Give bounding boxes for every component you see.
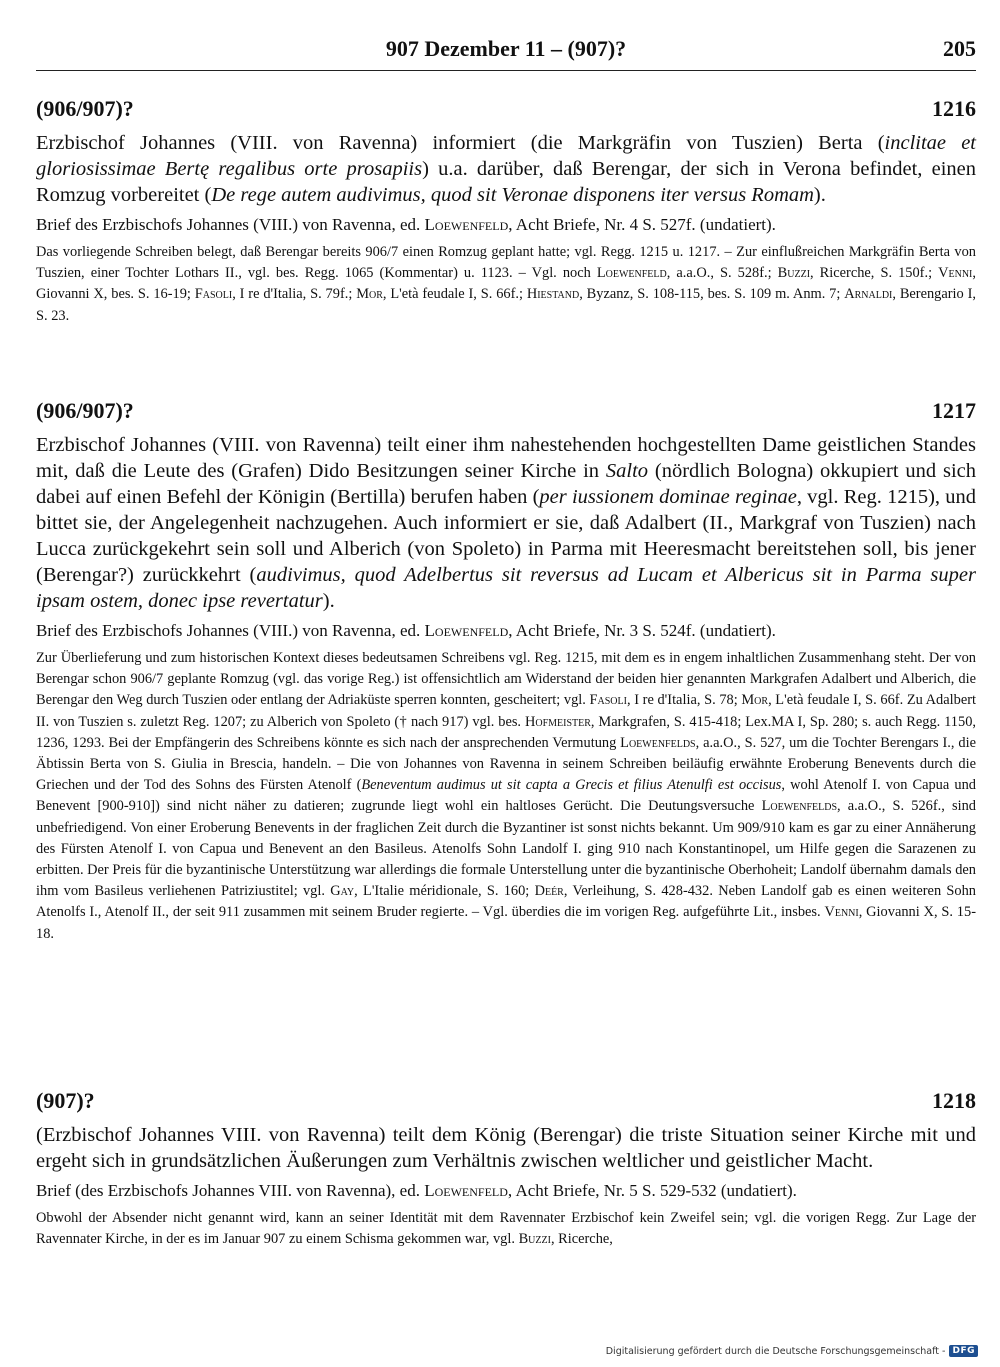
text-run: ) u.a. darüber, daß Berengar, der sich in Verona befindet, einen Romzug vorbereitet ( (36, 158, 976, 206)
author-name: Deér (534, 883, 564, 900)
text-run: , a.a.O., S. 528f.; (666, 265, 778, 282)
entry-date: (907)? (36, 1088, 95, 1113)
regest-entry-1218 (36, 1088, 976, 1250)
author-name: Loewenfeld (424, 1181, 508, 1200)
italic-text: inclitae et gloriosissimae Bertę regalibus orte prosapiis (36, 132, 976, 180)
text-run: , Ricerche, (550, 1231, 613, 1248)
footer-text: Digitalisierung gefördert durch die Deutsche Forschungsgemeinschaft - (605, 1345, 946, 1357)
entry-number: 1218 (932, 1088, 976, 1113)
dfg-logo: DFG (949, 1345, 978, 1357)
regest-text (36, 432, 976, 614)
author-name: Hiestand (526, 286, 580, 303)
author-name: Fasoli (589, 692, 627, 709)
author-name: Gay (330, 883, 355, 900)
entry-date: (906/907)? (36, 398, 134, 423)
text-run: , a.a.O., S. 526f., sind unbefriedigend. Von einer Eroberung Benevents in der fraglichen Zeit durch die Byzantiner ist sonst nichts bekannt. Um 909/910 kam es gar zu einer Annäherung des Fürsten Atenolf I. von Capua und Benevent an den Basileus. Atenolfs Sohn Landolf I. ging 910 nach Konstantinopel, um Hilfe gegen die Sarazenen zu erbitten. Der Preis für die byzantinische Unterstützung war allerdings die formale Unterstellung unter die byzantinische Oberhoheit; Landolf übernahm damals den ihm vom Basileus verliehenen Patriziustitel; vgl. (36, 798, 976, 900)
author-name: Mor (356, 286, 383, 303)
text-run: Brief des Erzbischofs Johannes (VIII.) von Ravenna, ed. (36, 215, 425, 234)
text-run: Obwohl der Absender nicht genannt wird, kann an seiner Identität mit dem Ravennater Erzbischof kein Zweifel sein; vgl. die vorigen Regg. Zur Lage der Ravennater Kirche, in der es im Januar 907 zu einem Schisma gekommen war, vgl. (36, 1210, 976, 1248)
text-run: , Acht Briefe, Nr. 3 S. 524f. (undatiert). (508, 621, 776, 640)
author-name: Hofmeister (524, 713, 591, 730)
author-name: Venni (824, 904, 859, 921)
text-run: Brief (des Erzbischofs Johannes VIII. von Ravenna), ed. (36, 1181, 425, 1200)
author-name: Loewenfelds (761, 798, 838, 815)
entry-heading (36, 96, 976, 130)
text-run: , wohl Atenolf I. von Capua und Benevent [900-910]) sind nicht näher zu datieren; zugrunde liegt wohl ein haltloses Gerücht. Die Deutungsversuche (36, 777, 976, 815)
author-name: Venni (938, 265, 973, 282)
source-citation (36, 619, 976, 643)
text-run: , Byzanz, S. 108-115, bes. S. 109 m. Anm. 7; (579, 286, 845, 303)
text-run: (nördlich Bologna) okkupiert und sich dabei auf einen Befehl der Königin (Bertilla) berufen haben ( (36, 460, 976, 508)
entry-heading (36, 398, 976, 432)
regest-entry-1217 (36, 398, 976, 945)
text-run: , Giovanni X, bes. S. 16-19; (36, 265, 976, 303)
text-run: Brief des Erzbischofs Johannes (VIII.) von Ravenna, ed. (36, 621, 425, 640)
regest-entry-1216 (36, 96, 976, 327)
author-name: Loewenfeld (596, 265, 667, 282)
entry-number: 1217 (932, 398, 976, 423)
text-run: Erzbischof Johannes (VIII. von Ravenna) teilt einer ihm nahestehenden hochgestellten Dame geistlichen Standes mit, daß die Leute des (Grafen) Dido Besitzungen seiner Kirche in (36, 434, 976, 482)
author-name: Loewenfeld (424, 215, 509, 234)
text-run: , vgl. Reg. 1215), und bittet sie, der Angelegenheit nachzugehen. Auch informiert er sie, daß Adalbert (II., Markgraf von Tuszien) nach Lucca zurückgekehrt sein soll und Alberich (von Spoleto) in Parma mit Heeresmacht bereitstehen soll, bis jener (Berengar?) zurückkehrt ( (36, 486, 976, 586)
text-run: , L'età feudale I, S. 66f. Zu Adalbert II. von Tuszien s. zuletzt Reg. 1207; zu Alberich von Spoleto († nach 917) vgl. bes. (36, 692, 977, 730)
commentary (36, 242, 976, 327)
text-run: , Berengario I, S. 23. (36, 286, 976, 324)
commentary (36, 1208, 976, 1250)
text-run: (Erzbischof Johannes VIII. von Ravenna) teilt dem König (Berengar) die triste Situation seiner Kirche mit und ergeht sich in grundsätzlichen Äußerungen zum Verhältnis zwischen weltlicher und geistlicher Macht. (36, 1124, 976, 1172)
entry-number: 1216 (932, 96, 976, 121)
author-name: Loewenfelds (620, 734, 696, 751)
text-run: , L'età feudale I, S. 66f.; (382, 286, 527, 303)
source-citation (36, 213, 976, 237)
italic-text: Beneventum audimus ut sit capta a Grecis et filius Atenulfi est occisus (361, 777, 782, 794)
author-name: Arnaldi (844, 286, 893, 303)
text-run: , Ricerche, S. 150f.; (810, 265, 939, 282)
digitization-footer (606, 1343, 978, 1359)
text-run: ). (322, 590, 335, 612)
text-run: , a.a.O., S. 527, um die Tochter Berengars I., die Äbtissin Berta von S. Giulia in Brescia, handeln. – Die von Johannes von Ravenna in seinem Schreiben beiläufig erwähnte Eroberung Benevents durch die Griechen und der Tod des Sohns des Fürsten Atenolf ( (36, 734, 976, 794)
text-run: Zur Überlieferung und zum historischen Kontext dieses bedeutsamen Schreibens vgl. Reg. 1215, mit dem es in engem inhaltlichen Zusammenhang steht. Der von Berengar schon 906/7 geplante Romzug (vgl. das vorige Reg.) ist offensichtlich am Widerstand der beiden hier genannten Markgrafen Adalbert und Alberich, die Berengar den Weg durch Tuszien oder entlang der Adriaküste sperren konnten, gescheitert; vgl. (36, 650, 976, 709)
text-run: , Verleihung, S. 428-432. Neben Landolf gab es einen weiteren Sohn Atenolfs I., Atenolf II., der seit 911 zusammen mit seinem Bruder regierte. – Vgl. überdies die im vorigen Reg. aufgeführte Lit., insbes. (36, 883, 976, 921)
author-name: Fasoli (194, 286, 233, 303)
text-run: , Acht Briefe, Nr. 5 S. 529-532 (undatiert). (507, 1181, 797, 1200)
page-number: 205 (943, 36, 976, 61)
author-name: Mor (741, 692, 769, 709)
italic-text: De rege autem audivimus, quod sit Veronae disponens iter versus Romam (211, 184, 814, 206)
text-run: ). (813, 184, 826, 206)
text-run: , I re d'Italia, S. 79f.; (232, 286, 357, 303)
author-name: Buzzi (518, 1231, 551, 1248)
text-run: Erzbischof Johannes (VIII. von Ravenna) informiert (die Markgräfin von Tuszien) Berta ( (36, 132, 885, 154)
author-name: Loewenfeld (424, 621, 509, 640)
text-run: Das vorliegende Schreiben belegt, daß Berengar bereits 906/7 einen Romzug geplant hatte; vgl. Regg. 1215 u. 1217. – Zur einflußreichen Markgräfin Berta von Tuszien, einer Tochter Lothars II., vgl. bes. Regg. 1065 (Kommentar) u. 1123. – Vgl. noch (36, 244, 976, 282)
text-run: , Giovanni X, S. 15-18. (36, 904, 976, 942)
entry-date: (906/907)? (36, 96, 134, 121)
commentary (36, 648, 976, 945)
source-citation (36, 1179, 976, 1203)
entry-heading (36, 1088, 976, 1122)
text-run: , L'Italie méridionale, S. 160; (354, 883, 535, 900)
text-run: , I re d'Italia, S. 78; (626, 692, 742, 709)
regest-text (36, 1122, 976, 1174)
italic-text: Salto (605, 460, 649, 482)
text-run: , Markgrafen, S. 415-418; Lex.MA I, Sp. 280; s. auch Regg. 1150, 1236, 1293. Bei der Empfängerin des Schreibens könnte es sich nach der ansprechenden Vermutung (36, 713, 976, 751)
page-header (36, 36, 976, 71)
author-name: Buzzi (777, 265, 811, 282)
running-title: 907 Dezember 11 – (907)? (385, 36, 627, 61)
italic-text: per iussionem dominae reginae (539, 486, 797, 508)
italic-text: audivimus, quod Adelbertus sit reversus ad Lucam et Albericus sit in Parma super ipsam ostem, donec ipse revertatur (36, 564, 976, 612)
text-run: , Acht Briefe, Nr. 4 S. 527f. (undatiert). (508, 215, 776, 234)
regest-text (36, 130, 976, 208)
